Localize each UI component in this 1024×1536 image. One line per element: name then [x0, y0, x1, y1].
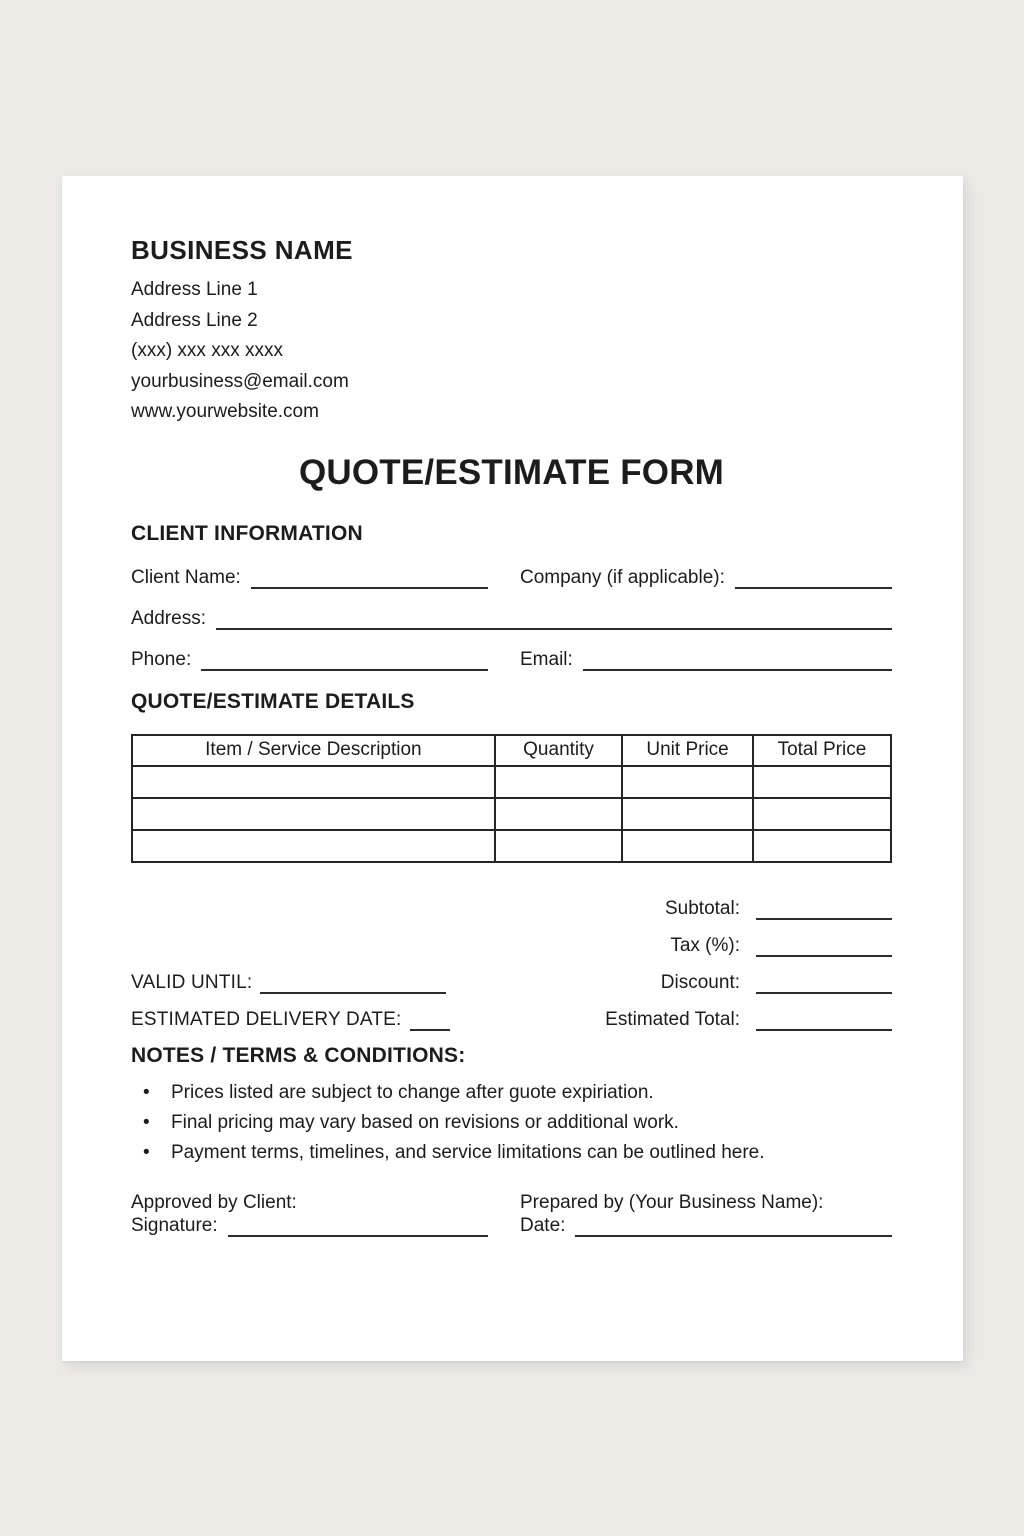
discount-label: Discount: — [660, 971, 740, 993]
estimated-total-blank-line — [756, 1029, 892, 1031]
estimated-delivery-date-field — [131, 994, 532, 1031]
business-email: yourbusiness@email.com — [131, 370, 349, 392]
estimated-total-label: Estimated Total: — [605, 1008, 740, 1030]
email-label: Email: — [520, 648, 573, 670]
valid-until-label: VALID UNTIL: — [131, 971, 253, 993]
client-information-heading: CLIENT INFORMATION — [131, 521, 363, 545]
company-blank-line — [735, 587, 892, 589]
business-header — [131, 234, 892, 428]
tax-label: Tax (%): — [670, 934, 740, 956]
client-name-blank-line — [251, 587, 488, 589]
client-name-company-row — [131, 566, 892, 589]
notes-terms-heading: NOTES / TERMS & CONDITIONS: — [131, 1043, 466, 1067]
item-total-price-cell — [753, 766, 891, 798]
signature-date-row — [131, 1214, 892, 1237]
business-website: www.yourwebsite.com — [131, 401, 319, 422]
valid-until-field — [131, 957, 532, 994]
items-table — [131, 734, 892, 863]
validity-column — [131, 883, 532, 1031]
items-table-header-quantity: Quantity — [495, 735, 623, 766]
phone-blank-line — [201, 669, 488, 671]
approved-by-client — [131, 1191, 488, 1214]
notes-terms-section — [131, 1043, 892, 1165]
client-name-field — [131, 566, 488, 589]
tax-blank-line — [756, 955, 892, 957]
discount-field — [562, 957, 892, 994]
notes-bullet-item — [131, 1111, 892, 1135]
date-field — [520, 1214, 892, 1237]
bullet-dot-icon: • — [143, 1111, 150, 1133]
item-description-cell — [132, 766, 495, 798]
business-address-line2: Address Line 2 — [131, 309, 258, 331]
items-table-header-description: Item / Service Description — [132, 735, 495, 766]
company-label: Company (if applicable): — [520, 566, 725, 588]
item-quantity-cell — [495, 798, 623, 830]
item-unit-price-cell — [622, 798, 753, 830]
items-table-row — [132, 766, 891, 798]
tax-field — [562, 920, 892, 957]
client-information-section — [131, 521, 892, 671]
signoff-section — [131, 1191, 892, 1237]
item-unit-price-cell — [622, 830, 753, 862]
phone-label: Phone: — [131, 648, 192, 670]
quote-estimate-form-page — [62, 176, 963, 1361]
notes-bullet-text: Payment terms, timelines, and service limitations can be outlined here. — [171, 1141, 765, 1163]
business-name: BUSINESS NAME — [131, 235, 353, 265]
prepared-by-label: Prepared by (Your Business Name): — [520, 1191, 824, 1213]
subtotal-field — [562, 883, 892, 920]
phone-email-row — [131, 648, 892, 671]
subtotal-label: Subtotal: — [665, 897, 740, 919]
items-table-header-unit-price: Unit Price — [622, 735, 753, 766]
item-quantity-cell — [495, 766, 623, 798]
notes-bullet-text: Final pricing may vary based on revisions or additional work. — [171, 1111, 679, 1133]
bullet-dot-icon: • — [143, 1081, 150, 1103]
address-field — [131, 607, 892, 630]
item-total-price-cell — [753, 830, 891, 862]
date-blank-line — [575, 1235, 892, 1237]
signature-blank-line — [228, 1235, 488, 1237]
approval-labels-row — [131, 1191, 892, 1214]
totals-column — [562, 883, 892, 1031]
item-description-cell — [132, 798, 495, 830]
bullet-dot-icon: • — [143, 1141, 150, 1163]
notes-bullet-item — [131, 1141, 892, 1165]
quote-estimate-details-section — [131, 689, 892, 1031]
notes-bullet-text: Prices listed are subject to change after guote expiriation. — [171, 1081, 654, 1103]
estimated-delivery-date-label: ESTIMATED DELIVERY DATE: — [131, 1008, 402, 1030]
items-table-row — [132, 830, 891, 862]
item-quantity-cell — [495, 830, 623, 862]
prepared-by — [520, 1191, 892, 1214]
address-row — [131, 607, 892, 630]
totals-area — [131, 883, 892, 1031]
estimated-total-field — [562, 994, 892, 1031]
item-unit-price-cell — [622, 766, 753, 798]
client-name-label: Client Name: — [131, 566, 241, 588]
signature-label: Signature: — [131, 1214, 218, 1236]
estimated-delivery-date-blank-line — [410, 1029, 450, 1031]
date-label: Date: — [520, 1214, 566, 1236]
form-title: QUOTE/ESTIMATE FORM — [298, 452, 725, 492]
business-address-line1: Address Line 1 — [131, 279, 258, 300]
address-blank-line — [216, 628, 892, 630]
email-blank-line — [583, 669, 892, 671]
email-field — [520, 648, 892, 671]
items-table-header-row — [132, 735, 891, 766]
quote-estimate-details-heading: QUOTE/ESTIMATE DETAILS — [131, 689, 415, 713]
signature-field — [131, 1214, 488, 1237]
discount-blank-line — [756, 992, 892, 994]
address-label: Address: — [131, 607, 206, 629]
subtotal-blank-line — [756, 918, 892, 920]
items-table-header-total-price: Total Price — [753, 735, 891, 766]
business-phone: (xxx) xxx xxx xxxx — [131, 340, 283, 361]
approved-by-client-label: Approved by Client: — [131, 1191, 297, 1213]
items-table-row — [132, 798, 891, 830]
phone-field — [131, 648, 488, 671]
notes-bullet-item — [131, 1081, 892, 1105]
item-total-price-cell — [753, 798, 891, 830]
item-description-cell — [132, 830, 495, 862]
company-field — [520, 566, 892, 589]
